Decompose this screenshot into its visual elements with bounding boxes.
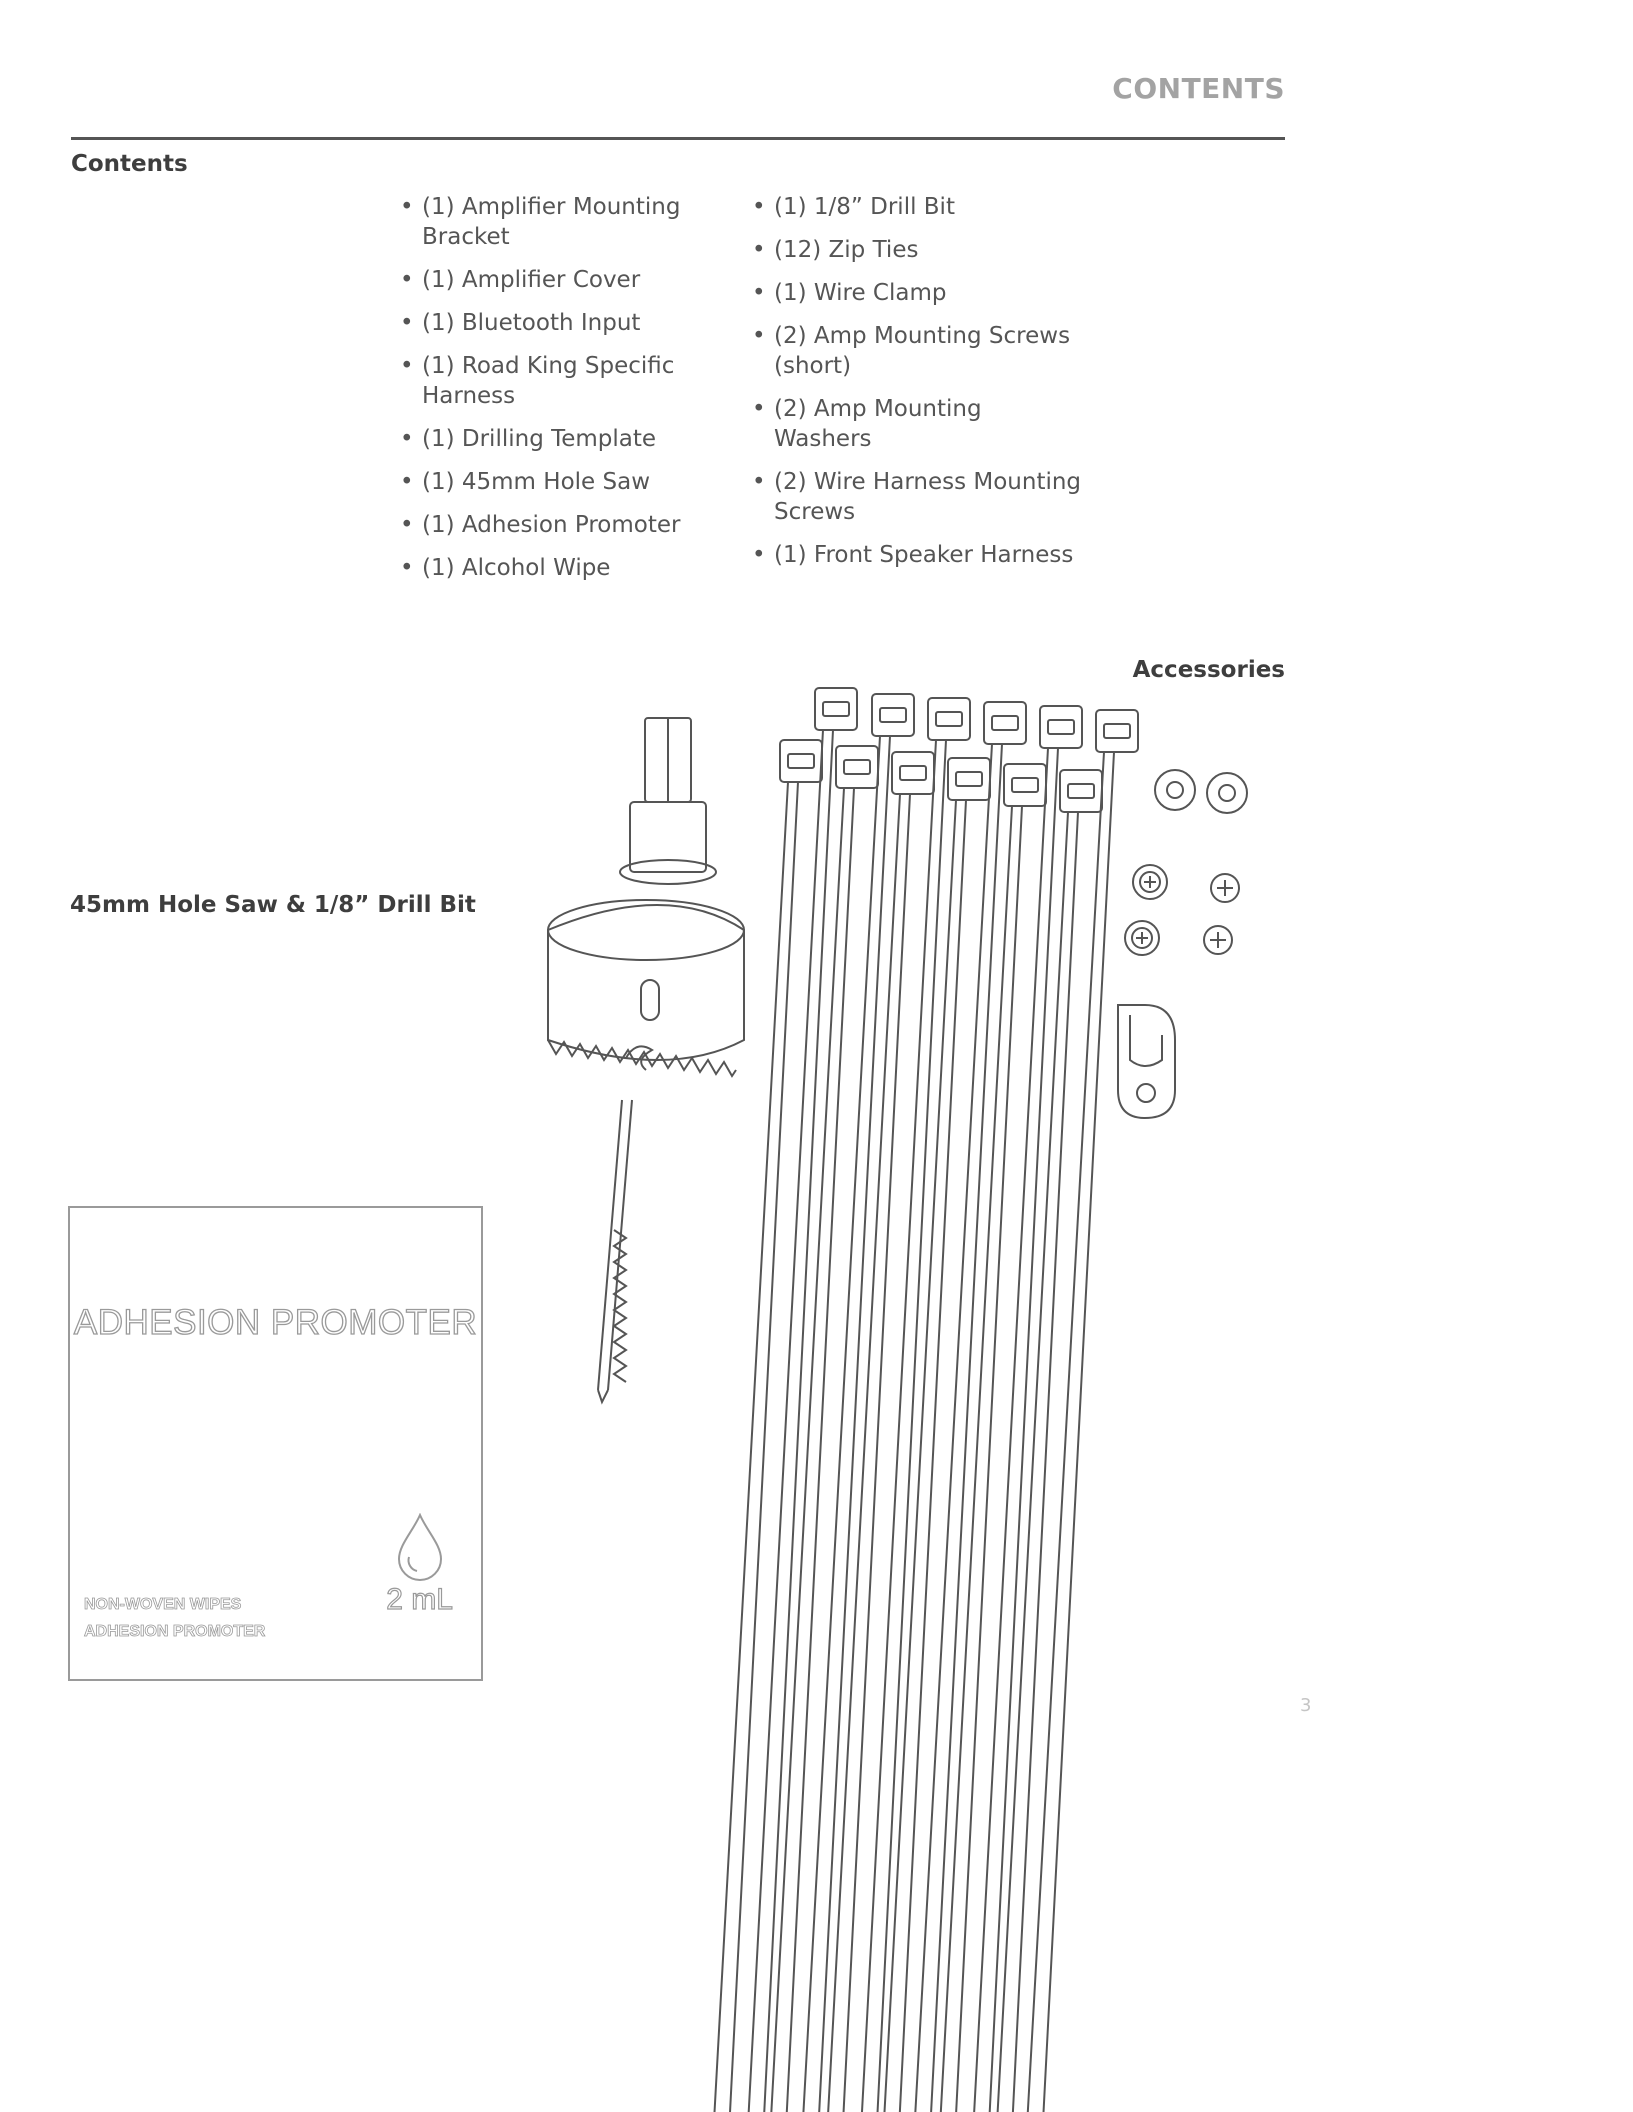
contents-list-item: • (1) Amplifier Cover bbox=[400, 265, 700, 295]
contents-list-item: • (1) Front Speaker Harness bbox=[752, 540, 1082, 570]
contents-list-item: • (1) Bluetooth Input bbox=[400, 308, 700, 338]
wire-clamp-illustration bbox=[1118, 1005, 1175, 1118]
page-header-title: CONTENTS bbox=[1112, 72, 1285, 105]
adhesion-promoter-packet bbox=[68, 1206, 483, 1681]
contents-list-item: • (1) 1/8” Drill Bit bbox=[752, 192, 1082, 222]
contents-list-item: • (2) Amp Mounting Screws (short) bbox=[752, 321, 1082, 381]
contents-list-item: • (1) Alcohol Wipe bbox=[400, 553, 700, 583]
zip-ties-illustration bbox=[708, 688, 1138, 2112]
droplet-icon bbox=[395, 1513, 445, 1581]
hole-saw-label: 45mm Hole Saw & 1/8” Drill Bit bbox=[70, 892, 476, 918]
adhesion-promoter-line-1: NON-WOVEN WIPES bbox=[84, 1596, 242, 1613]
accessories-label: Accessories bbox=[1132, 657, 1285, 683]
contents-list-item: • (1) 45mm Hole Saw bbox=[400, 467, 700, 497]
screws-illustration bbox=[1125, 865, 1239, 955]
adhesion-promoter-title: ADHESION PROMOTER bbox=[73, 1303, 478, 1342]
hole-saw-illustration bbox=[548, 718, 744, 1402]
adhesion-promoter-amount: 2 mL bbox=[386, 1583, 453, 1616]
contents-list-item: • (2) Amp Mounting Washers bbox=[752, 394, 1082, 454]
contents-heading: Contents bbox=[71, 151, 188, 177]
contents-list-item: • (1) Adhesion Promoter bbox=[400, 510, 700, 540]
contents-list-item: • (1) Road King Specific Harness bbox=[400, 351, 700, 411]
washers-illustration bbox=[1155, 770, 1247, 813]
page-number: 3 bbox=[1300, 1695, 1312, 1716]
contents-list-item: • (1) Drilling Template bbox=[400, 424, 700, 454]
contents-list-item: • (2) Wire Harness Mounting Screws bbox=[752, 467, 1082, 527]
adhesion-promoter-line-2: ADHESION PROMOTER bbox=[84, 1623, 266, 1640]
contents-list-item: • (1) Amplifier Mounting Bracket bbox=[400, 192, 700, 252]
contents-list-item: • (1) Wire Clamp bbox=[752, 278, 1082, 308]
contents-list-item: • (12) Zip Ties bbox=[752, 235, 1082, 265]
